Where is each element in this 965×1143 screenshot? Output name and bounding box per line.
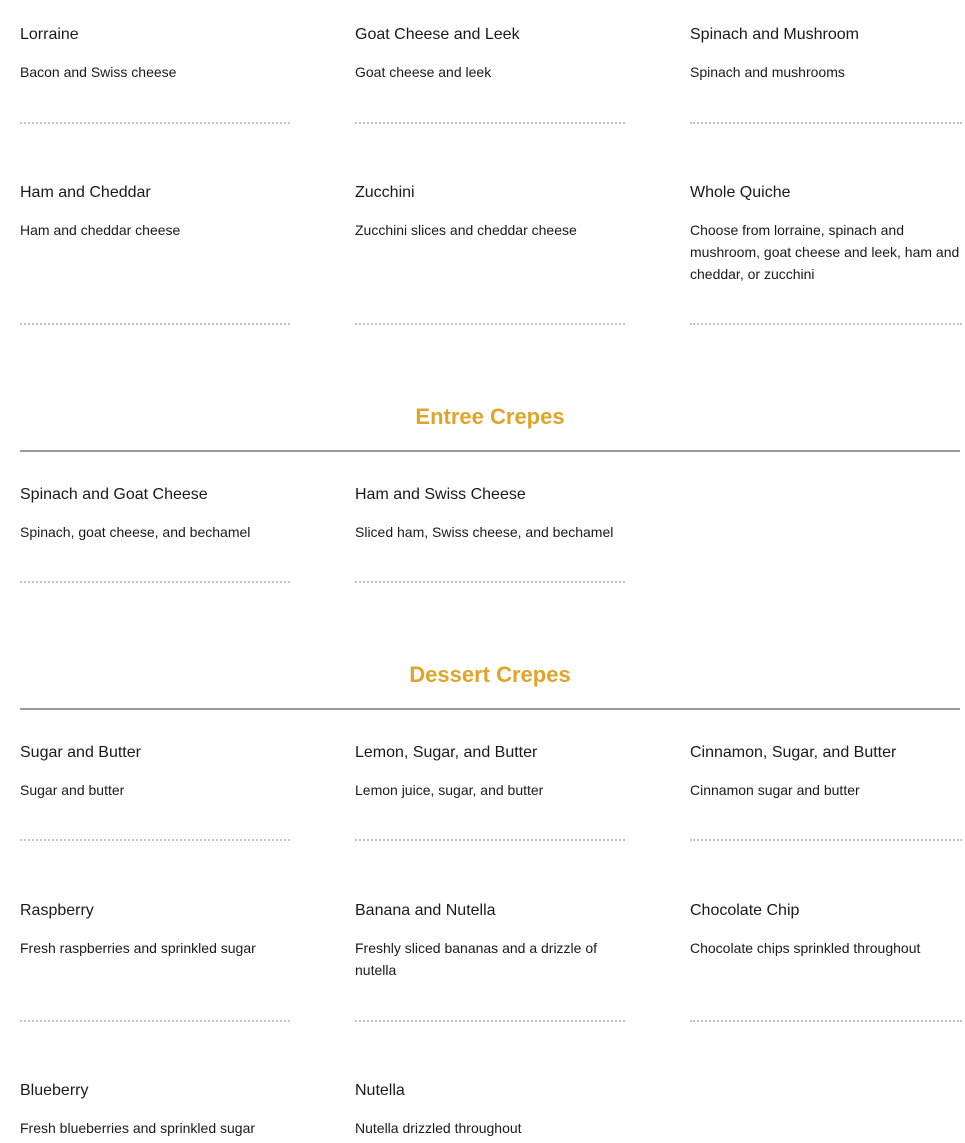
item-name: Nutella [355,1082,405,1099]
section-divider [20,708,960,710]
item-description: Chocolate chips sprinkled throughout [690,940,921,956]
dotted-separator [20,122,290,124]
item-name: Blueberry [20,1082,89,1099]
dotted-separator [20,839,290,841]
dotted-separator [355,839,625,841]
menu-item-spinach-mushroom [690,25,960,83]
item-name: Zucchini [355,184,415,201]
section-title-entree-crepes: Entree Crepes [415,404,565,429]
menu-item-banana-nutella [355,901,625,981]
dotted-separator [20,323,290,325]
item-name: Spinach and Mushroom [690,26,859,43]
section-divider [20,450,960,452]
dotted-separator [690,839,962,841]
item-description: Ham and cheddar cheese [20,222,181,238]
dotted-separator [355,323,625,325]
menu-item-blueberry [20,1081,290,1139]
item-name: Goat Cheese and Leek [355,26,520,43]
item-name: Spinach and Goat Cheese [20,486,208,503]
item-description: Sliced ham, Swiss cheese, and bechamel [355,524,614,540]
item-description: Fresh blueberries and sprinkled sugar [20,1120,256,1136]
item-description: Cinnamon sugar and butter [690,782,860,798]
menu-item-lorraine [20,25,290,83]
menu-item-nutella [355,1081,625,1139]
dotted-separator [355,122,625,124]
menu-item-goat-cheese-leek [355,25,625,83]
section-title-dessert-crepes: Dessert Crepes [409,662,571,687]
dotted-separator [20,1020,290,1022]
menu-item-whole-quiche [690,183,960,285]
item-name: Ham and Swiss Cheese [355,486,526,503]
dotted-separator [690,323,962,325]
item-description: Nutella drizzled throughout [355,1120,522,1136]
item-description: Goat cheese and leek [355,64,492,80]
item-description: Sugar and butter [20,782,125,798]
dotted-separator [690,122,962,124]
item-description: Zucchini slices and cheddar cheese [355,222,577,238]
item-description: Lemon juice, sugar, and butter [355,782,544,798]
item-name: Whole Quiche [690,184,791,201]
item-description: Fresh raspberries and sprinkled sugar [20,940,256,956]
dotted-separator [355,1020,625,1022]
item-name: Banana and Nutella [355,902,496,919]
item-name: Cinnamon, Sugar, and Butter [690,744,897,761]
dotted-separator [20,581,290,583]
item-name: Chocolate Chip [690,902,800,919]
menu-item-chocolate-chip [690,901,960,959]
item-name: Lorraine [20,26,79,43]
menu-item-cinnamon-sugar-butter [690,743,960,801]
dotted-separator [355,581,625,583]
menu-item-zucchini [355,183,625,241]
item-description: Bacon and Swiss cheese [20,64,177,80]
menu-item-ham-cheddar [20,183,290,241]
menu-item-raspberry [20,901,290,959]
item-description: Choose from lorraine, spinach and mushroom, goat cheese and leek, ham and cheddar, or zucchini [690,222,960,282]
item-name: Lemon, Sugar, and Butter [355,744,538,761]
menu-item-lemon-sugar-butter [355,743,625,801]
item-description: Freshly sliced bananas and a drizzle of nutella [355,940,598,978]
dotted-separator [690,1020,962,1022]
item-name: Raspberry [20,902,94,919]
item-description: Spinach and mushrooms [690,64,845,80]
menu-item-ham-swiss-cheese [355,485,625,543]
menu-item-spinach-goat-cheese [20,485,290,543]
item-description: Spinach, goat cheese, and bechamel [20,524,251,540]
menu-item-sugar-butter [20,743,290,801]
item-name: Ham and Cheddar [20,184,151,201]
item-name: Sugar and Butter [20,744,141,761]
